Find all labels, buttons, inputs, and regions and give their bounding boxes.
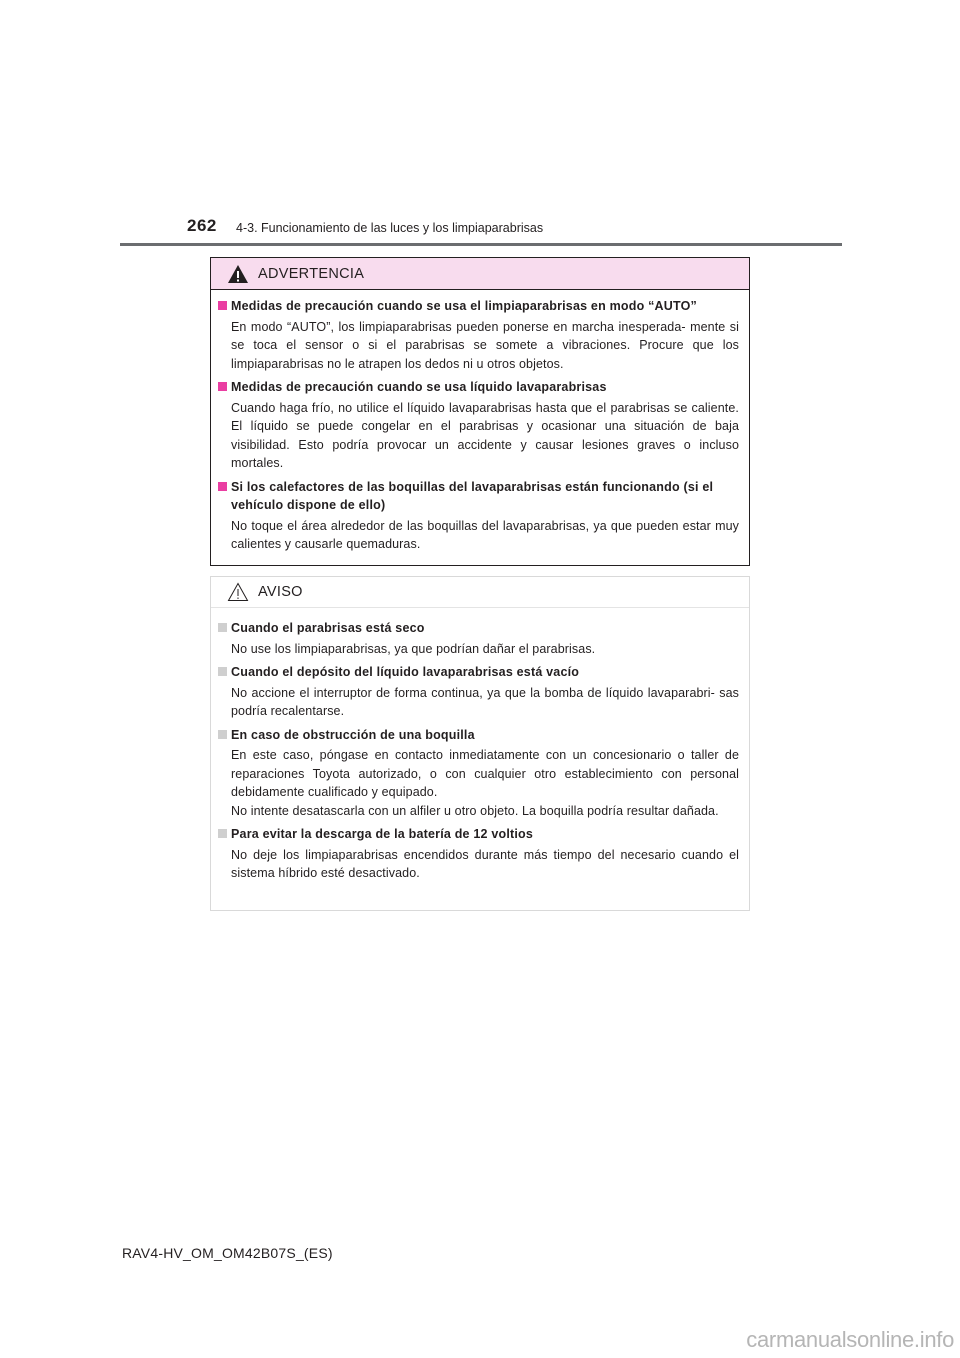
caution-body (211, 608, 749, 883)
warning-item-heading-row (217, 478, 739, 515)
section-title: 4-3. Funcionamiento de las luces y los limpiaparabrisas (236, 221, 544, 235)
warning-item-heading: Medidas de precaución cuando se usa el limpiaparabrisas en modo “AUTO” (231, 299, 697, 313)
caution-triangle-icon (227, 582, 249, 602)
warning-item-heading-row (217, 378, 739, 397)
caution-item-heading-row (217, 619, 739, 638)
square-bullet-icon (218, 667, 227, 676)
document-code: RAV4-HV_OM_OM42B07S_(ES) (122, 1245, 333, 1261)
warning-item-text: Cuando haga frío, no utilice el líquido lavaparabrisas hasta que el parabrisas se caliente. El líquido se puede congelar en el parabrisas y ocasionar una situación de baja visibilidad. Esto podría provocar un accidente y causar lesiones graves o incluso mortales. (231, 400, 739, 470)
caution-header (211, 577, 749, 608)
caution-box (210, 576, 750, 911)
caution-item-heading: Cuando el parabrisas está seco (231, 621, 425, 635)
warning-item (217, 378, 739, 473)
caution-item-text: No accione el interruptor de forma continua, ya que la bomba de líquido lavaparabri- sas podría recalentarse. (231, 685, 739, 718)
watermark: carmanualsonline.info (746, 1327, 954, 1352)
caution-item-heading: Cuando el depósito del líquido lavaparabrisas está vacío (231, 665, 580, 679)
warning-item-text: No toque el área alrededor de las boquillas del lavaparabrisas, ya que pueden estar muy calientes y causarle quemaduras. (231, 518, 739, 551)
caution-item (217, 726, 739, 821)
warning-item-heading: Si los calefactores de las boquillas del lavaparabrisas están funcionando (si el vehículo dispone de ello) (231, 479, 714, 512)
caution-item-heading: Para evitar la descarga de la batería de 12 voltios (231, 827, 534, 841)
caution-item-text-2: No intente desatascarla con un alfiler u otro objeto. La boquilla podría resultar dañada. (231, 803, 719, 818)
warning-body (211, 290, 749, 554)
warning-item-heading: Medidas de precaución cuando se usa líquido lavaparabrisas (231, 380, 607, 394)
square-bullet-icon (218, 482, 227, 491)
square-bullet-icon (218, 829, 227, 838)
warning-triangle-icon (227, 264, 249, 284)
warning-item (217, 478, 739, 554)
warning-header (211, 258, 749, 290)
caution-item (217, 619, 739, 658)
warning-box (210, 257, 750, 566)
square-bullet-icon (218, 301, 227, 310)
caution-item-heading-row (217, 663, 739, 682)
page-number: 262 (187, 216, 217, 235)
square-bullet-icon (218, 382, 227, 391)
warning-title: ADVERTENCIA (258, 265, 365, 282)
caution-item (217, 825, 739, 883)
warning-item (217, 297, 739, 373)
caution-item-text: No use los limpiaparabrisas, ya que podrían dañar el parabrisas. (231, 641, 596, 656)
caution-item-heading: En caso de obstrucción de una boquilla (231, 727, 475, 742)
warning-item-heading-row (217, 297, 739, 316)
caution-title: AVISO (258, 584, 303, 600)
caution-item-text: No deje los limpiaparabrisas encendidos durante más tiempo del necesario cuando el sistema híbrido esté desactivado. (231, 847, 739, 880)
header-divider (120, 243, 842, 246)
caution-item (217, 663, 739, 721)
square-bullet-icon (218, 623, 227, 632)
warning-item-text: En modo “AUTO”, los limpiaparabrisas pueden ponerse en marcha inesperada- mente si se toca el sensor o si el parabrisas se somete a vibraciones. Procure que los limpiaparabrisas no le atrapen los dedos ni u otros objetos. (231, 319, 739, 371)
caution-item-heading-row (217, 825, 739, 844)
caution-item-heading-row (217, 726, 739, 745)
caution-item-text: En este caso, póngase en contacto inmediatamente con un concesionario o taller de reparaciones Toyota autorizado, o con cualquier otro establecimiento con personal debidamente cualificado y equipado. (231, 748, 739, 799)
square-bullet-icon (218, 730, 227, 739)
